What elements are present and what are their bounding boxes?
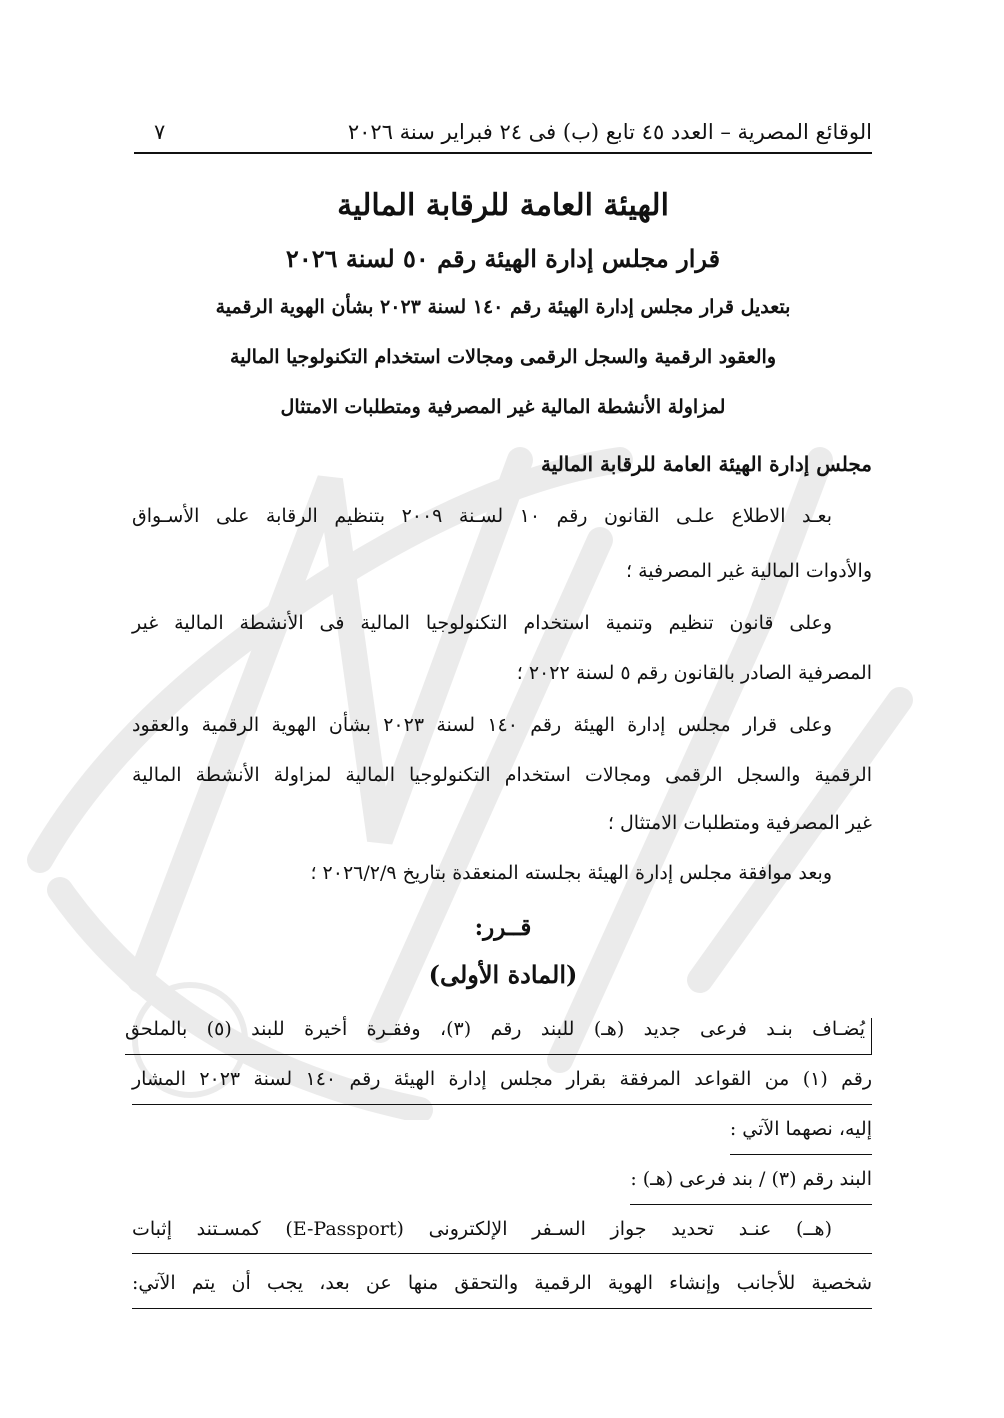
council-heading: مجلس إدارة الهيئة العامة للرقابة المالية (540, 452, 872, 476)
preamble-line: بعـد الاطلاع علـى القانون رقم ١٠ لسـنة ٢٠٠٩ بتنظيم الرقابة على الأسـواق (132, 505, 832, 527)
preamble-line: وعلى قانون تنظيم وتنمية استخدام التكنولوجيا المالية فى الأنشطة المالية غير (132, 612, 832, 634)
preamble-line: غير المصرفية ومتطلبات الامتثال ؛ (607, 812, 872, 834)
subject-line-1: بتعديل قرار مجلس إدارة الهيئة رقم ١٤٠ لسنة ٢٠٢٣ بشأن الهوية الرقمية (215, 296, 791, 318)
article-line: البند رقم (٣) / بند فرعى (هـ) : (630, 1168, 872, 1205)
page-number: ٧ (154, 120, 166, 144)
gazette-header (134, 112, 872, 154)
preamble-line: وعلى قرار مجلس إدارة الهيئة رقم ١٤٠ لسنة ٢٠٢٣ بشأن الهوية الرقمية والعقود (132, 714, 832, 736)
gazette-issue-line: الوقائع المصرية – العدد ٤٥ تابع (ب) فى ٢٤ فبراير سنة ٢٠٢٦ (347, 120, 872, 144)
preamble-line: وبعد موافقة مجلس إدارة الهيئة بجلسته المنعقدة بتاريخ ٢٠٢٦/٢/٩ ؛ (310, 862, 832, 884)
decided-heading: قــرر: (474, 914, 532, 941)
subject-line-3: لمزاولة الأنشطة المالية غير المصرفية ومتطلبات الامتثال (280, 396, 726, 418)
article-line: (هــ) عنـد تحديد جواز السـفر الإلكترونى (E-Passport) كمسـتند إثبات (132, 1218, 872, 1254)
article-line: رقم (١) من القواعد المرفقة بقرار مجلس إدارة الهيئة رقم ١٤٠ لسنة ٢٠٢٣ المشار (132, 1068, 872, 1105)
article-line: إليه، نصهما الآتي : (730, 1118, 872, 1155)
article-line: شخصية للأجانب وإنشاء الهوية الرقمية والتحقق منها عن بعد، يجب أن يتم الآتي: (132, 1272, 872, 1309)
subject-line-2: والعقود الرقمية والسجل الرقمى ومجالات استخدام التكنولوجيا المالية (229, 346, 777, 368)
preamble-line: المصرفية الصادر بالقانون رقم ٥ لسنة ٢٠٢٢ ؛ (516, 662, 872, 684)
article-title: (المادة الأولى) (428, 960, 578, 989)
authority-title: الهيئة العامة للرقابة المالية (337, 188, 669, 223)
preamble-line: الرقمية والسجل الرقمى ومجالات استخدام التكنولوجيا المالية لمزاولة الأنشطة المالية (132, 764, 872, 786)
decision-title: قرار مجلس إدارة الهيئة رقم ٥٠ لسنة ٢٠٢٦ (285, 244, 721, 273)
preamble-line: والأدوات المالية غير المصرفية ؛ (625, 560, 872, 582)
article-line: يُضـاف بنـد فرعى جديد (هـ) للبند رقم (٣)، وفقـرة أخيرة للبند (٥) بالملحق (125, 1018, 872, 1055)
